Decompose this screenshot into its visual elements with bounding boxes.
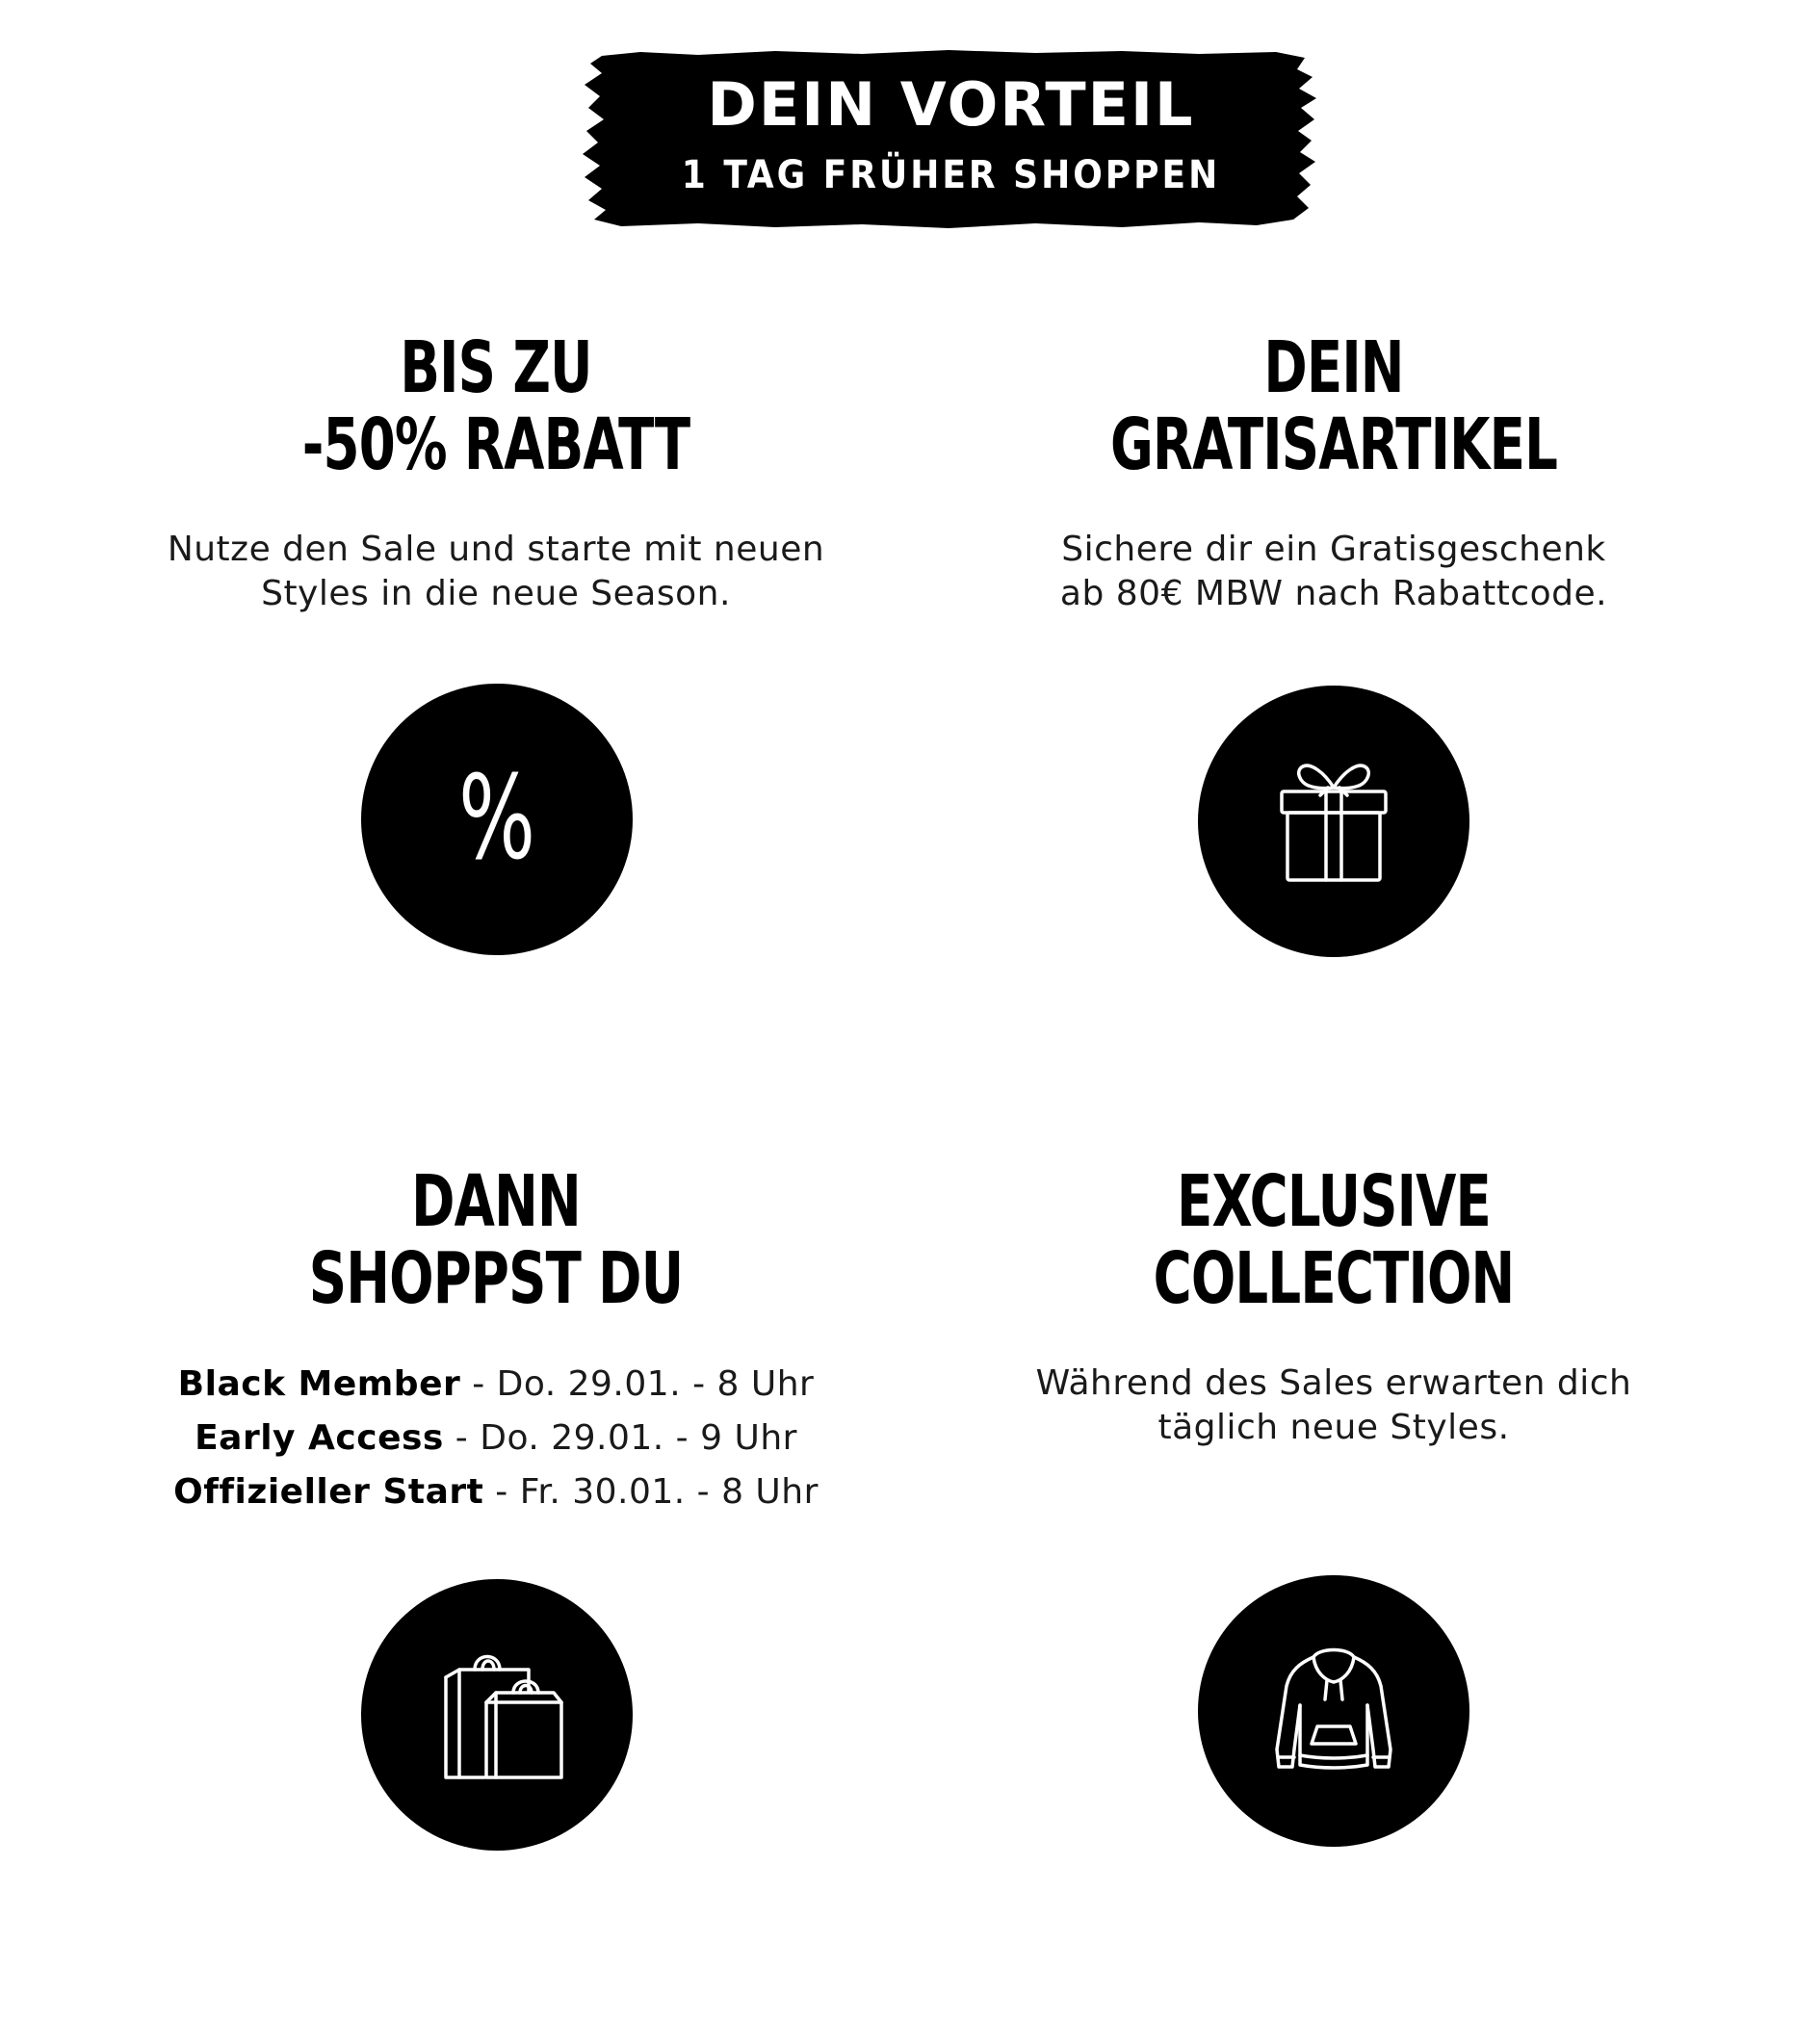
feature-discount-title [172, 326, 819, 486]
schedule-row-label: Offizieller Start [173, 1472, 484, 1512]
feature-schedule-title-line2: SHOPPST DU [308, 1237, 684, 1320]
schedule-row [101, 1412, 891, 1465]
feature-discount-text-line2: Styles in die neue Season. [261, 574, 731, 613]
schedule-row-label: Early Access [195, 1418, 444, 1458]
feature-gift-title-line2: GRATISARTIKEL [1109, 403, 1558, 486]
feature-discount [101, 326, 891, 616]
shopping-bags-icon-circle [361, 1579, 633, 1851]
feature-collection [939, 1160, 1729, 1450]
feature-gift [939, 326, 1729, 616]
percent-icon: % [458, 752, 535, 886]
feature-collection-text-line2: täglich neue Styles. [1157, 1408, 1510, 1447]
feature-collection-title-line2: COLLECTION [1153, 1237, 1515, 1320]
schedule-row-value: - Do. 29.01. - 9 Uhr [443, 1418, 797, 1458]
feature-schedule-title [172, 1160, 819, 1320]
feature-discount-title-line2: -50% RABATT [301, 403, 690, 486]
schedule-row [101, 1465, 891, 1519]
shopping-bags-icon [425, 1643, 569, 1787]
feature-schedule-title-line1: DANN [411, 1160, 581, 1243]
gift-icon [1276, 759, 1391, 884]
feature-discount-text [101, 528, 891, 616]
feature-collection-title-line1: EXCLUSIVE [1176, 1160, 1492, 1243]
feature-gift-text-line2: ab 80€ MBW nach Rabattcode. [1059, 574, 1608, 613]
feature-collection-text-line1: Während des Sales erwarten dich [1035, 1363, 1632, 1403]
header-banner [583, 48, 1319, 231]
hoodie-icon-circle [1198, 1575, 1469, 1847]
gift-icon-circle [1198, 686, 1469, 957]
schedule-list [101, 1358, 891, 1519]
feature-collection-title [1010, 1160, 1657, 1320]
schedule-row-value: - Do. 29.01. - 8 Uhr [460, 1364, 815, 1404]
percent-icon-circle [361, 684, 633, 955]
feature-gift-text-line1: Sichere dir ein Gratisgeschenk [1061, 530, 1606, 569]
feature-collection-text [939, 1361, 1729, 1450]
schedule-row-label: Black Member [177, 1364, 461, 1404]
feature-gift-title-line1: DEIN [1263, 326, 1404, 409]
schedule-row-value: - Fr. 30.01. - 8 Uhr [483, 1472, 819, 1512]
feature-discount-title-line1: BIS ZU [400, 326, 592, 409]
banner-title: DEIN VORTEIL [707, 69, 1195, 140]
feature-schedule [101, 1160, 891, 1519]
feature-gift-text [939, 528, 1729, 616]
feature-gift-title [1010, 326, 1657, 486]
feature-discount-text-line1: Nutze den Sale und starte mit neuen [167, 530, 825, 569]
banner-subtitle: 1 TAG FRÜHER SHOPPEN [681, 153, 1221, 197]
hoodie-icon [1271, 1644, 1396, 1778]
schedule-row [101, 1358, 891, 1412]
